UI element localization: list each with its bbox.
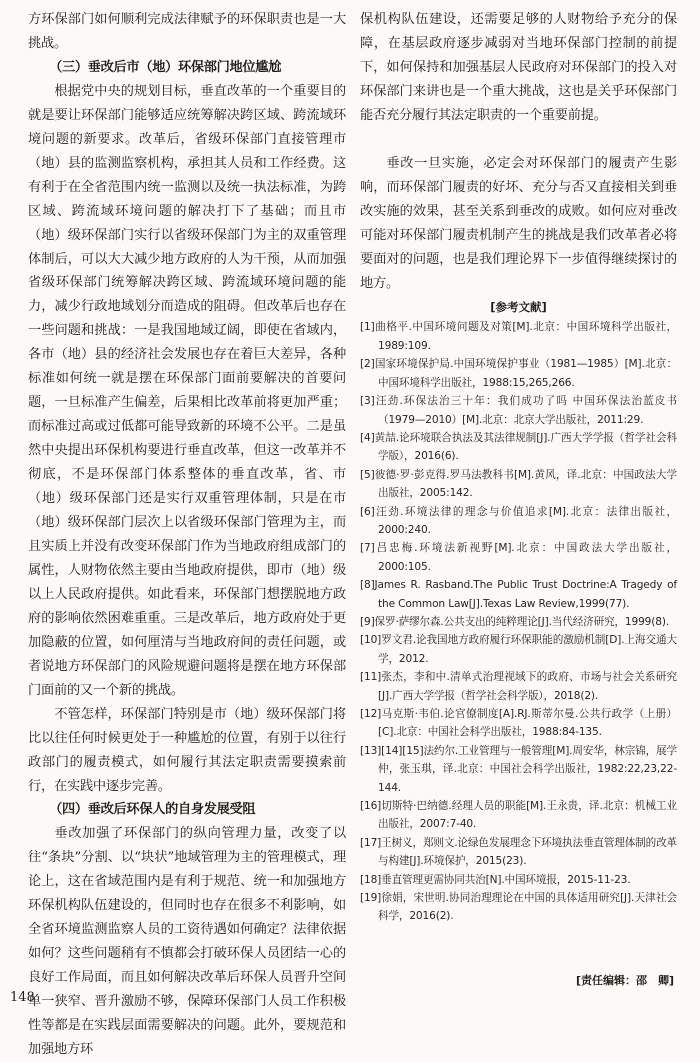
reference-item: [9]保罗·萨缪尔森.公共支出的纯粹理论[J].当代经济研究，1999(8). (360, 615, 670, 628)
reference-item: [11]张杰，李和中.清单式治理视域下的政府、市场与社会关系研究[J].广西大学学报（哲学社会科学版），2018(2). (360, 671, 677, 702)
reference-item: [12]马克斯·韦伯.论官僚制度[A].RJ.斯蒂尔曼.公共行政学（上册）[C].北京：中国社会科学出版社，1988:84-135. (360, 708, 677, 739)
reference-item: [8]James R. Rasband.The Public Trust Doctrine:A Tragedy of the Common Law[J].Texas Law Review,1999(77). (360, 579, 677, 610)
body-paragraph: 方环保部门如何顺利完成法律赋予的环保职责也是一大挑战。 (28, 12, 346, 51)
right-column (360, 8, 677, 926)
references-title: [参考文献] (490, 300, 547, 315)
reference-item: [10]罗文君.论我国地方政府履行环保职能的激励机制[D].上海交通大学，2012. (360, 634, 677, 665)
reference-item: [18]垂直管理更需协同共治[N].中国环境报，2015-11-23. (360, 873, 631, 886)
section-heading-4: （四）垂改后环保人的自身发展受阻 (49, 802, 256, 818)
section-heading-3: （三）垂改后市（地）环保部门地位尴尬 (49, 59, 282, 75)
page-number: 148 (10, 990, 35, 1005)
reference-item: [6]汪劲.环境法律的理念与价值追求[M].北京：法律出版社，2000:240. (360, 505, 677, 536)
body-paragraph: 保机构队伍建设，还需要足够的人财物给予充分的保障，在基层政府逐步减弱对当地环保部门控制的前提下，如何保持和加强基层人民政府对环保部门的投入对环保部门来讲也是一个重大挑战，这也是关乎环保部门能否充分履行其法定职责的一个重要前提。 (360, 12, 677, 123)
reference-item: [7]吕忠梅.环境法新视野[M].北京：中国政法大学出版社，2000:105. (360, 542, 677, 573)
reference-list (360, 318, 677, 925)
reference-item: [2]国家环境保护局.中国环境保护事业（1981—1985）[M].北京：中国环境科学出版社，1988:15,265,266. (360, 358, 677, 389)
body-paragraph: 垂改加强了环保部门的纵向管理力量，改变了以往“条块”分割、以“块状”地域管理为主的管理模式，理论上，这在省域范围内是有利于规范、统一和加强地方环保机构队伍建设的，但同时也存在很多不利影响，如全省环境监测监察人员的工资待遇如何确定？法律依据如何？这些问题稍有不慎都会打破环保人员团结一心的良好工作局面，而且如何解决改革后环保人员晋升空间单一狭窄、晋升激励不够，保障环保部门人员工作积极性等都是在实践层面需要解决的问题。此外，要规范和加强地方环 (28, 826, 346, 1057)
reference-item: [4]黄喆.论环境联合执法及其法律规制[J].广西大学学报（哲学社会科学版），2016(6). (360, 431, 677, 463)
body-paragraph: 根据党中央的规划目标，垂直改革的一个重要目的就是要让环保部门能够适应统筹解决跨区域、跨流域环境问题的新要求。改革后，省级环保部门直接管理市（地）县的监测监察机构，承担其人员和工作经费。这有利于在全省范围内统一监测以及统一执法标准，为跨区域、跨流域环境问题的解决打下了基础；而且市（地）级环保部门实行以省级环保部门为主的双重管理体制后，可以大大减少地方政府的人为干预，从而加强省级环保部门统筹解决跨区域、跨流域环境问题的能力，减少行政地域划分而造成的阻碍。但改革后也存在一些问题和挑战：一是我国地域辽阔，即使在省域内，各市（地）县的经济社会发展也存在着巨大差异，各种标准如何统一就是摆在环保部门面前要解决的首要问题，一旦标准产生偏差，后果相比改革前将更加严重；而标准过高或过低都可能导致新的环境不公平。二是虽然中央提出环保机构要进行垂直改革，但这一改革并不彻底，不是环保部门体系整体的垂直改革，省、市（地）级环保部门还是实行双重管理体制，只是在市（地）级环保部门层次上以省级环保部门管理为主，而且实质上并没有改变环保部门作为当地政府组成部门的属性，人财物依然主要由当地政府提供，即市（地）级以上人民政府提供。如此看来，环保部门想摆脱地方政府的影响依然困难重重。三是改革后，地方政府处于更加隐蔽的位置，如何厘清与当地政府间的责任问题，或者说地方环保部门的风险规避问题将是摆在地方环保部门面前的又一个新的挑战。 (28, 83, 346, 698)
reference-item: [19]徐娟，宋世明.协同治理理论在中国的具体适用研究[J].天津社会科学，2016(2). (360, 892, 677, 923)
reference-item: [17]王树义，郑则文.论绿色发展理念下环境执法垂直管理体制的改革与构建[J].环境保护，2015(23). (360, 836, 677, 868)
reference-item: [13][14][15]法约尔.工业管理与一般管理[M].周安华，林宗锦，展学仲，张玉琪，译.北京：中国社会科学出版社，1982:22,23,22-144. (360, 744, 677, 794)
body-paragraph: 不管怎样，环保部门特别是市（地）级环保部门将比以往任何时候更处于一种尴尬的位置，有别于以往行政部门的履责模式，如何履行其法定职责需要摸索前行，在实践中逐步完善。 (28, 706, 346, 794)
reference-item: [5]彼德·罗·彭克得.罗马法教科书[M].黄风，译.北京：中国政法大学出版社，2005:142. (360, 468, 677, 500)
left-column (28, 8, 346, 1062)
conclusion-paragraph: 垂改一旦实施，必定会对环保部门的履责产生影响，而环保部门履责的好坏、充分与否又直接相关到垂改实施的效果，甚至关系到垂改的成败。如何应对垂改可能对环保部门履责机制产生的挑战是我们改革者必将要面对的问题，也是我们理论界下一步值得继续探讨的地方。 (360, 155, 677, 291)
responsible-editor: [责任编辑：邵 卿] (575, 974, 674, 987)
reference-item: [3]汪劲.环保法治三十年：我们成功了吗 中国环保法治蓝皮书（1979—2010）[M].北京：北京大学出版社，2011:29. (360, 395, 677, 426)
paragraph-gap (360, 128, 677, 152)
reference-item: [16]切斯特·巴纳德.经理人员的职能[M].王永贵，译.北京：机械工业出版社，2007:7-40. (360, 800, 677, 831)
reference-item: [1]曲格平.中国环境问题及对策[M].北京：中国环境科学出版社，1989:109. (360, 321, 677, 352)
